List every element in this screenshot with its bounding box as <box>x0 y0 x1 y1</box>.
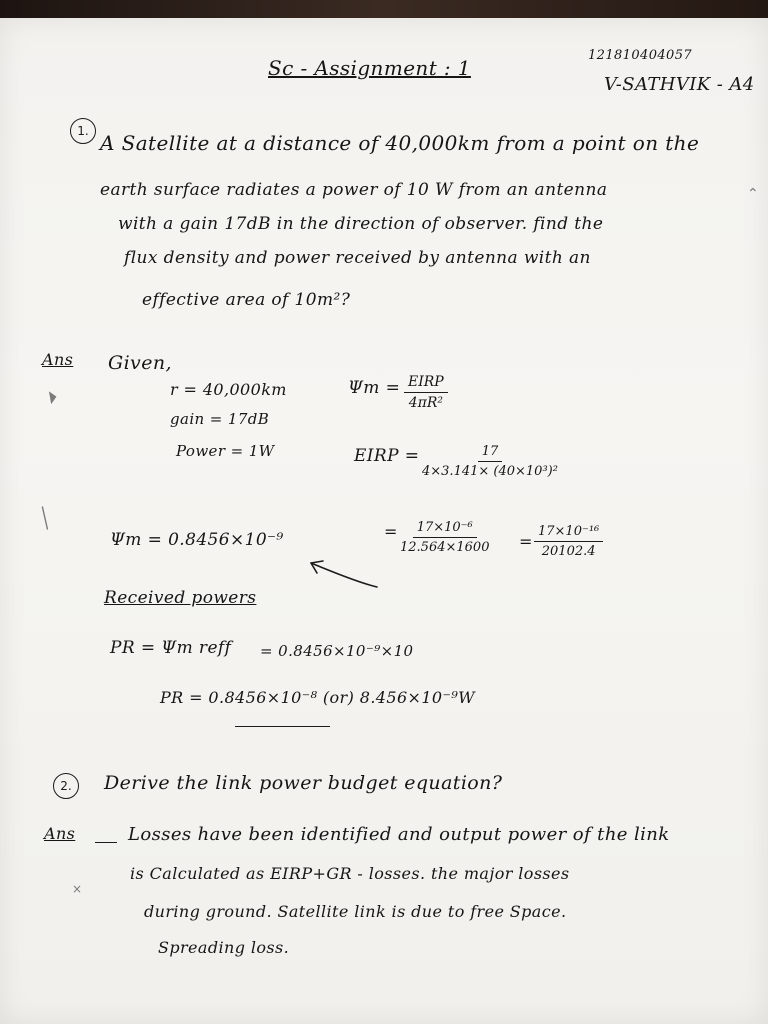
margin-mark: ◥ <box>42 388 59 406</box>
flux-density-result: Ψm = 0.8456×10⁻⁹ <box>110 530 284 550</box>
received-power-substitution: = 0.8456×10⁻⁹×10 <box>260 642 414 660</box>
answer-2-line-1: Losses have been identified and output power of the link <box>128 824 670 845</box>
eirp-formula-lhs: EIRP = <box>354 446 420 466</box>
answer-2-dash <box>95 842 117 843</box>
notebook-page <box>0 18 768 1024</box>
question-2-text: Derive the link power budget equation? <box>104 772 503 794</box>
flux-formula-numerator: EIRP <box>404 374 448 393</box>
given-heading: Given, <box>108 352 172 374</box>
result-underline <box>235 726 330 727</box>
given-distance: r = 40,000km <box>170 380 287 399</box>
calc-fraction-b-denominator: 20102.4 <box>541 544 596 559</box>
answer-2-line-3: during ground. Satellite link is due to free Space. <box>144 902 567 921</box>
calc-fraction-a-denominator: 12.564×1600 <box>400 540 490 555</box>
arrow-icon <box>305 553 385 593</box>
calc-fraction-a <box>400 520 489 555</box>
eirp-numerator: 17 <box>478 444 503 462</box>
bleed-through-text <box>90 323 95 341</box>
question-1-line-4: flux density and power received by antenna with an <box>124 248 591 268</box>
margin-mark: ╱ <box>34 506 57 531</box>
answer-2-label: Ans <box>44 824 76 843</box>
received-power-result: PR = 0.8456×10⁻⁸ (or) 8.456×10⁻⁹W <box>160 688 476 707</box>
student-name: V-SATHVIK - A4 <box>604 74 755 95</box>
equals-sign-1: = <box>384 522 398 541</box>
assignment-title: Sc - Assignment : 1 <box>268 56 471 80</box>
registration-number: 121810404057 <box>588 48 693 63</box>
margin-mark: × <box>72 882 83 896</box>
margin-mark: ⌃ <box>747 186 759 202</box>
calc-fraction-b-numerator: 17×10⁻¹⁶ <box>534 524 603 542</box>
question-1-number: 1. <box>70 118 96 144</box>
calc-fraction-b <box>534 524 603 559</box>
eirp-formula-fraction <box>422 444 558 479</box>
flux-formula-lhs: Ψm = <box>348 378 401 398</box>
flux-formula-fraction <box>404 374 448 411</box>
answer-2-line-2: is Calculated as EIRP+GR - losses. the major losses <box>130 864 570 883</box>
received-power-heading: Received powers <box>104 588 257 608</box>
answer-2-line-4: Spreading loss. <box>158 938 290 957</box>
question-1-line-3: with a gain 17dB in the direction of observer. find the <box>118 214 604 234</box>
question-2-number: 2. <box>53 773 79 799</box>
given-gain: gain = 17dB <box>170 410 270 428</box>
question-1-line-5: effective area of 10m²? <box>142 290 351 310</box>
question-1-line-1: A Satellite at a distance of 40,000km from a point on the <box>100 131 700 155</box>
eirp-denominator: 4×3.141× (40×10³)² <box>422 464 558 479</box>
received-power-formula: PR = Ψm reff <box>110 638 232 658</box>
flux-formula-denominator: 4πR² <box>408 395 443 411</box>
given-power: Power = 1W <box>176 442 275 460</box>
answer-1-label: Ans <box>42 350 74 369</box>
equals-sign-2: = <box>519 532 533 551</box>
calc-fraction-a-numerator: 17×10⁻⁶ <box>413 520 477 538</box>
question-1-line-2: earth surface radiates a power of 10 W from an antenna <box>100 180 608 200</box>
